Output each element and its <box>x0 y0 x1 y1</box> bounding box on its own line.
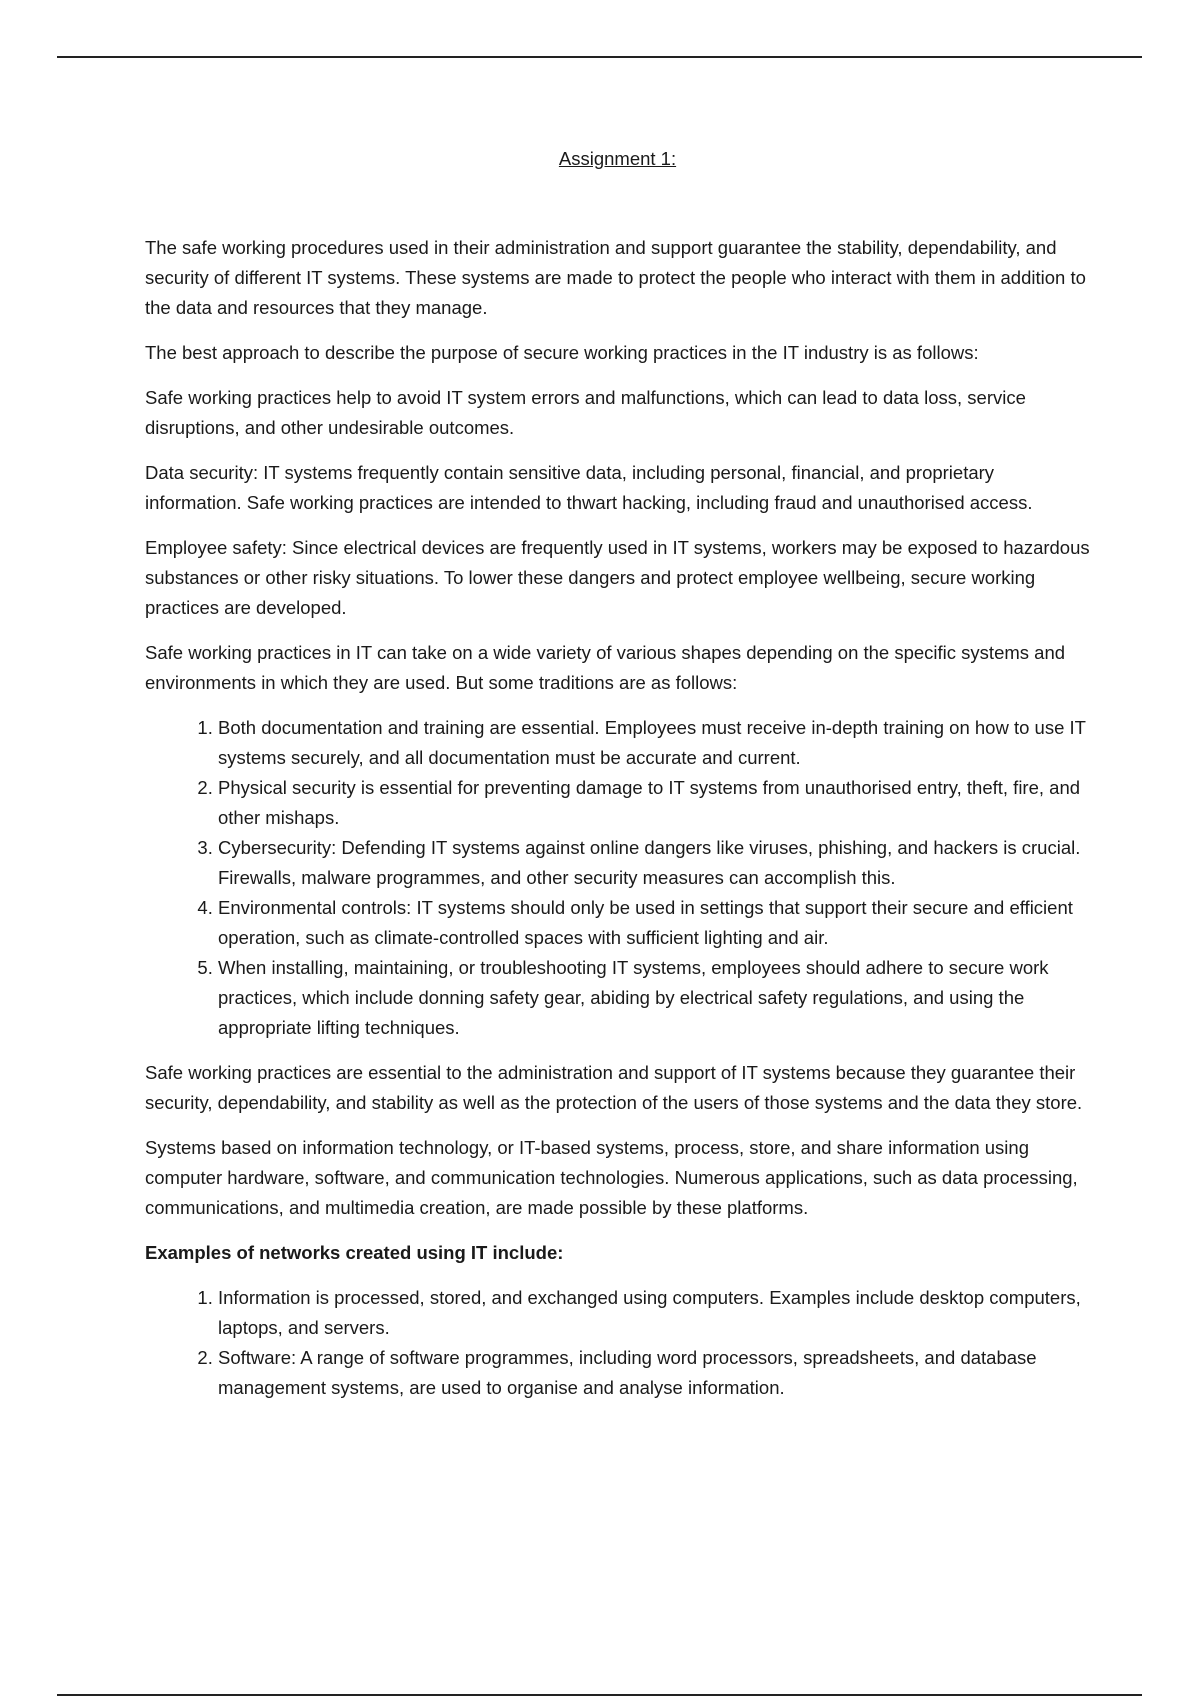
paragraph-approach: The best approach to describe the purpose of secure working practices in the IT industry is as follows: <box>145 342 979 363</box>
list-item: 1. Both documentation and training are essential. Employees must receive in-depth training on how to use IT systems securely, and all documentation must be accurate and current. <box>218 713 1090 773</box>
examples-heading: Examples of networks created using IT include: <box>145 1242 564 1263</box>
list-item: 2. Software: A range of software programmes, including word processors, spreadsheets, and database management systems, are used to organise and analyse information. <box>218 1343 1090 1403</box>
paragraph-data-security: Data security: IT systems frequently contain sensitive data, including personal, financial, and proprietary information. Safe working practices are intended to thwart hacking, including fraud and unauthorised access. <box>145 462 1033 513</box>
paragraph-employee-safety: Employee safety: Since electrical devices are frequently used in IT systems, workers may be exposed to hazardous substances or other risky situations. To lower these dangers and protect employee wellbeing, secure working practices are developed. <box>145 537 1090 618</box>
examples-list <box>145 1283 1090 1403</box>
header-rule <box>57 56 1142 58</box>
list-item: 1. Information is processed, stored, and exchanged using computers. Examples include desktop computers, laptops, and servers. <box>218 1283 1090 1343</box>
paragraph-errors: Safe working practices help to avoid IT system errors and malfunctions, which can lead to data loss, service disruptions, and other undesirable outcomes. <box>145 387 1026 438</box>
list-item: 5. When installing, maintaining, or troubleshooting IT systems, employees should adhere to secure work practices, which include donning safety gear, abiding by electrical safety regulations, and using the appropriate lifting techniques. <box>218 953 1090 1043</box>
document-body <box>145 144 1090 1418</box>
list-item: 2. Physical security is essential for preventing damage to IT systems from unauthorised entry, theft, fire, and other mishaps. <box>218 773 1090 833</box>
paragraph-traditions-intro: Safe working practices in IT can take on a wide variety of various shapes depending on the specific systems and environments in which they are used. But some traditions are as follows: <box>145 642 1066 693</box>
traditions-list <box>145 713 1090 1043</box>
list-item: 3. Cybersecurity: Defending IT systems against online dangers like viruses, phishing, and hackers is crucial. Firewalls, malware programmes, and other security measures can accomplish this. <box>218 833 1090 893</box>
list-item: 4. Environmental controls: IT systems should only be used in settings that support their secure and efficient operation, such as climate-controlled spaces with sufficient lighting and air. <box>218 893 1090 953</box>
document-title: Assignment 1: <box>558 148 677 169</box>
paragraph-intro: The safe working procedures used in their administration and support guarantee the stability, dependability, and security of different IT systems. These systems are made to protect the people who interact with them in addition to the data and resources that they manage. <box>145 237 1086 318</box>
paragraph-it-systems: Systems based on information technology, or IT-based systems, process, store, and share information using computer hardware, software, and communication technologies. Numerous applications, such as data processing, communications, and multimedia creation, are made possible by these platforms. <box>145 1137 1078 1218</box>
footer-rule <box>57 1694 1142 1696</box>
paragraph-conclusion: Safe working practices are essential to the administration and support of IT systems because they guarantee their security, dependability, and stability as well as the protection of the users of those systems and the data they store. <box>145 1062 1083 1113</box>
